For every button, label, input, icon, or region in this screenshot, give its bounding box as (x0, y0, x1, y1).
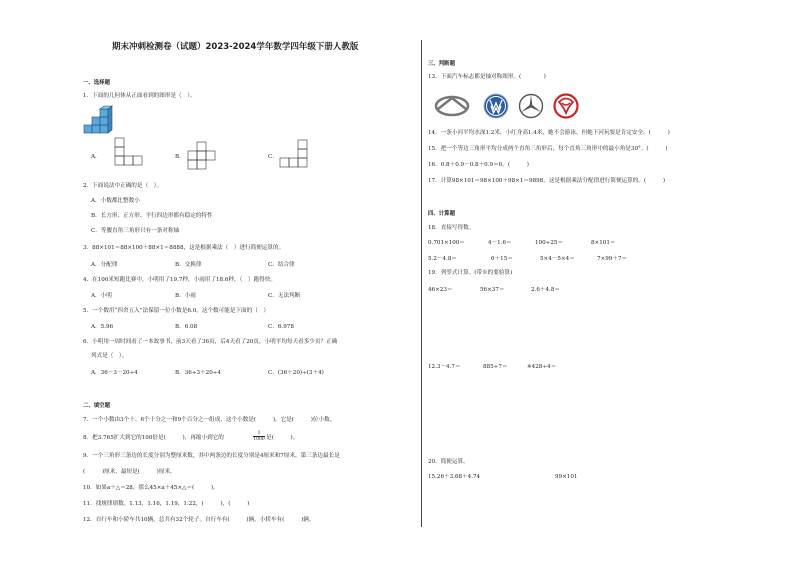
simplify-2: 99×101 (555, 474, 578, 480)
q8-part2: 是( )。 (266, 435, 299, 441)
q4-option-a: A．小明 (91, 293, 112, 299)
volkswagen-logo (483, 93, 509, 119)
q6-option-b: B．36÷3＋20÷4 (175, 370, 222, 376)
simplify-1: 15.26＋3.68＋4.74 (428, 474, 481, 480)
q2-option-c: C．等腰直角三角形只有一条对称轴 (91, 228, 180, 234)
dongfeng-logo (553, 93, 579, 119)
q11: 11．找规律填数。1.13，1.16，1.19，1.22，( )，( ) (83, 501, 250, 507)
fraction-numerator: 1 (257, 431, 261, 436)
cube-solid-figure (82, 108, 116, 136)
q3-option-c: C．结合律 (268, 262, 295, 268)
q6-option-a: A．36－3－20÷4 (91, 370, 138, 376)
vert-4: 12.3－4.7＝ (428, 364, 461, 370)
section-judge: 三、判断题 (428, 61, 455, 67)
q2-stem: 2．下面说法中正确的是（ ）。 (83, 183, 163, 189)
calc-r1-2: 4－1.6＝ (488, 240, 512, 246)
q3-option-b: B．交换律 (175, 262, 202, 268)
section-calc: 四、计算题 (428, 211, 455, 217)
q8-part1: 8．把3.765扩大到它的100倍是( )，再缩小到它的 (83, 435, 224, 441)
q4-option-c: C．无法判断 (268, 293, 301, 299)
calc-r2-2: 6＋15＝ (491, 256, 513, 262)
q8-fraction (253, 431, 265, 442)
q9-line2: ( )厘米，最短是( )厘米。 (83, 469, 176, 475)
vert-2: 56×37＝ (480, 287, 505, 293)
calc-r1-1: 0.701×100＝ (428, 240, 465, 246)
vert-1: 46×23＝ (428, 287, 453, 293)
q5-option-b: B．6.08 (175, 324, 198, 330)
q5-option-c: C．6.978 (268, 324, 294, 330)
q6-stem-line1: 6．小明用一周时间看了一本故事书，前3天看了36页，后4天看了20页，小明平均每天看多少页？正确 (83, 339, 338, 345)
q1-option-b-shape (186, 136, 226, 174)
q1-option-b: B． (175, 154, 185, 160)
q15: 15．把一个等边三角形平均分成两个直角三角形后，每个直角三角形中的最小角是30°。( ) (428, 146, 668, 152)
vert-3: 2.6＋4.8＝ (531, 287, 560, 293)
q5-option-a: A．5.96 (91, 324, 114, 330)
calc-r1-3: 100÷25＝ (535, 240, 564, 246)
q16: 16．0.8＋0.9－0.8＋0.9＝0。( ) (428, 162, 529, 168)
q1-option-c: C． (268, 154, 278, 160)
q17: 17．计算98×101＝98×100＋98×1＝9898，这是根据乘法分配律进行简便运算的。( ) (428, 178, 666, 184)
vert-5: 885÷7＝ (483, 364, 508, 370)
q6-option-c: C．(36＋20)÷(3＋4) (268, 370, 324, 376)
calc-r1-4: 8×101＝ (591, 240, 616, 246)
mercedes-logo (518, 93, 544, 119)
q3-stem: 3．88×101＝88×100＋88×1＝8888，这是根据乘法（ ）进行简便运算的。 (83, 245, 285, 251)
q1-option-a-shape (107, 136, 147, 174)
column-divider (421, 40, 422, 527)
q2-option-a: A．小数都比整数小 (91, 198, 140, 204)
calc-r2-4: 7×99＋7＝ (597, 256, 628, 262)
q1-stem: 1．下面的几何体从正面看到的图形是（ ）。 (83, 93, 196, 99)
q4-stem: 4．在100米短跑比赛中，小明用了19.7秒，小雨用了18.6秒，（ ）跑得快。 (83, 277, 276, 283)
q12: 12．自行车和小轿车共10辆，总共有32个轮子。自行车有( )辆，小轿车有( )辆。 (83, 517, 315, 523)
q9-line1: 9．一个三角形三条边的长度分别为整厘米数，其中两条边的长度分别是4厘米和7厘米，第三条边最长是 (83, 453, 340, 459)
infiniti-logo (434, 95, 470, 117)
q2-option-b: B．长方形、正方形、平行四边形都有稳定的特性 (91, 213, 213, 219)
section-choice: 一、选择题 (83, 80, 110, 86)
q10: 10．如果a＋△＝28，那么45×a＋45×△＝( )。 (83, 485, 219, 491)
q20: 20．简便运算。 (428, 459, 469, 465)
q5-stem: 5．一个数用“四舍五入”法保留一位小数是6.0，这个数可能是下面的（ ） (83, 308, 269, 314)
page-title: 期末冲刺检测卷（试题）2023-2024学年数学四年级下册人教版 (112, 42, 359, 52)
calc-r2-1: 5.2－4.8＝ (428, 256, 457, 262)
q3-option-a: A．分配律 (91, 262, 118, 268)
fraction-denominator: 1000 (253, 437, 265, 442)
q7: 7．一个小数由3个十、6个十分之一和9个百分之一组成，这个小数是( )，它是( )位小数。 (83, 417, 336, 423)
q18: 18．直接写得数。 (428, 225, 475, 231)
q14: 14．一条小河平均水深1.2米，小红身高1.4米，她不会游泳，但她下河玩耍是肯定安全。( ) (428, 130, 670, 136)
q19: 19．列竖式计算。(带※的要验算) (428, 270, 513, 276)
q1-option-a: A． (91, 154, 101, 160)
q6-stem-line2: 列式是（ ）。 (91, 353, 128, 359)
calc-r2-3: 5×4－5×4＝ (540, 256, 575, 262)
q4-option-b: B．小雨 (175, 293, 196, 299)
q13: 13．下面汽车标志都是轴对称图形。( ) (428, 74, 546, 80)
vert-6: ※428÷4＝ (527, 364, 557, 370)
q1-option-c-shape (278, 136, 318, 174)
section-fill: 二、填空题 (83, 403, 110, 409)
